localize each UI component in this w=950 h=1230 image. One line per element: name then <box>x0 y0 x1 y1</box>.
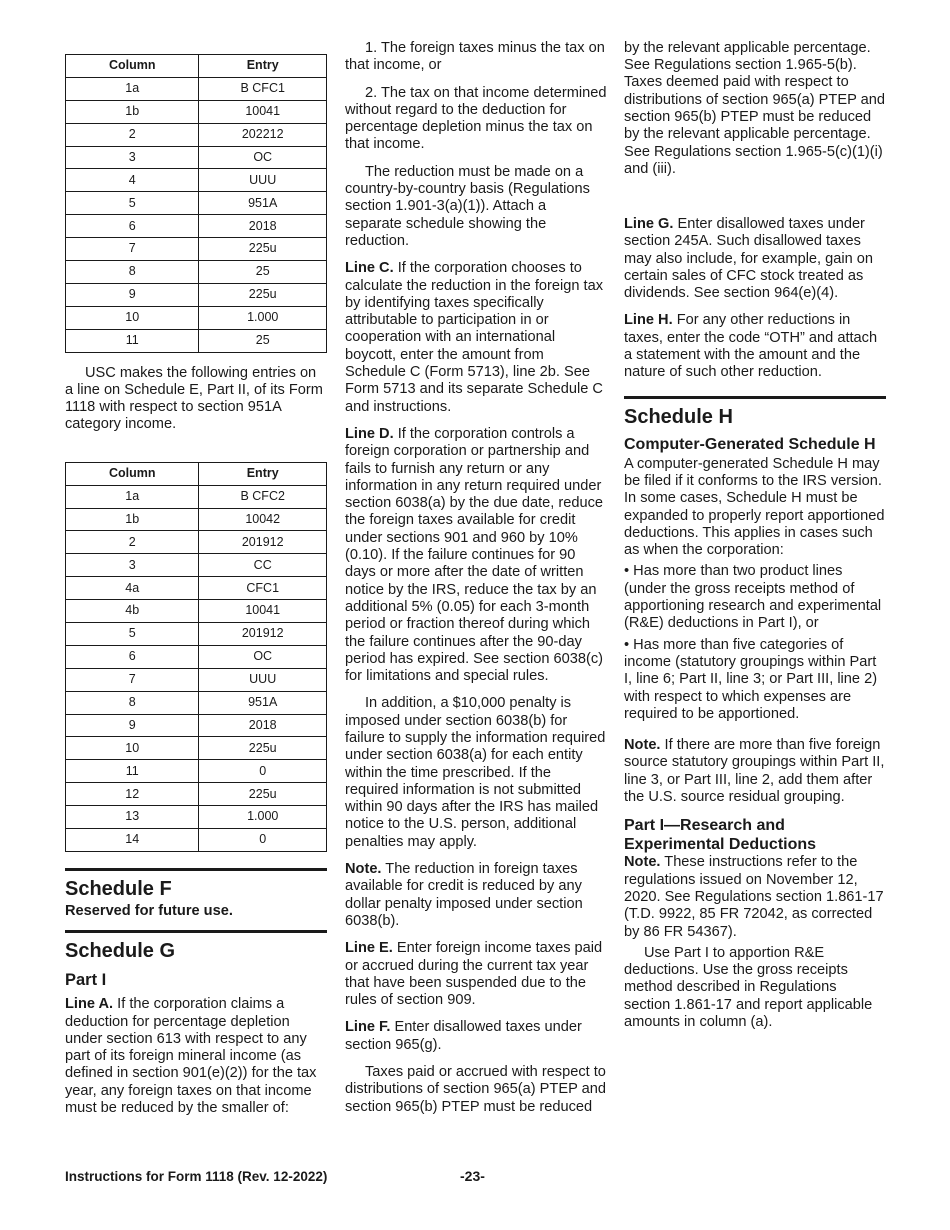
entry-table-1 <box>65 54 327 353</box>
table-cell-entry: 25 <box>199 329 327 352</box>
table-cell-entry: 225u <box>199 783 327 806</box>
line-a-paragraph <box>65 996 327 1117</box>
line-f-text: Enter disallowed taxes under section 965(g). <box>345 1019 582 1053</box>
line-h-text: For any other reductions in taxes, enter the code “OTH” and attach a statement with the amount and the nature of such other reduction. <box>624 312 878 381</box>
schedule-g-section <box>65 930 327 1117</box>
table-cell-column: 6 <box>66 645 199 668</box>
table-cell-column: 12 <box>66 783 199 806</box>
note-h2-lead: Note. <box>624 854 661 871</box>
line-d-paragraph <box>345 426 607 685</box>
item-1: 1. The foreign taxes minus the tax on that income, or <box>345 40 605 74</box>
line-h-lead: Line H. <box>624 312 673 329</box>
table-cell-entry: 951A <box>199 192 327 215</box>
table-cell-entry: 10041 <box>199 600 327 623</box>
table-row <box>66 329 327 352</box>
schedule-f-note: Reserved for future use. <box>65 902 233 919</box>
line-g-text: Enter disallowed taxes under section 245A. Such disallowed taxes may also include, for example, gain on certain sales of CFC stock treated as dividends. See section 964(e)(4). <box>624 216 874 302</box>
table-cell-entry: OC <box>199 645 327 668</box>
line-c-paragraph <box>345 260 607 416</box>
table-row <box>66 100 327 123</box>
table-cell-entry: B CFC1 <box>199 77 327 100</box>
part-1-title: Part I—Research and Experimental Deductions <box>624 817 817 854</box>
table-row <box>66 645 327 668</box>
table-cell-column: 10 <box>66 737 199 760</box>
table-row <box>66 261 327 284</box>
table-cell-column: 6 <box>66 215 199 238</box>
table-cell-entry: 951A <box>199 691 327 714</box>
table-cell-column: 2 <box>66 123 199 146</box>
table-cell-column: 4 <box>66 169 199 192</box>
table-cell-column: 7 <box>66 668 199 691</box>
table-cell-entry: 1.000 <box>199 806 327 829</box>
table-cell-column: 11 <box>66 329 199 352</box>
table-cell-entry: 225u <box>199 283 327 306</box>
table-row <box>66 77 327 100</box>
note-text: The reduction in foreign taxes available for credit is reduced by any dollar penalty imposed under section 6038(b). <box>345 861 583 929</box>
table-row <box>66 123 327 146</box>
table-row <box>66 485 327 508</box>
table-cell-column: 7 <box>66 238 199 261</box>
line-e-paragraph <box>345 940 607 1009</box>
table-cell-column: 11 <box>66 760 199 783</box>
table-cell-entry: UUU <box>199 169 327 192</box>
table-cell-entry: CFC1 <box>199 577 327 600</box>
table-row <box>66 238 327 261</box>
table-cell-column: 14 <box>66 829 199 852</box>
line-a-text: If the corporation claims a deduction for percentage depletion under section 613 with respect to any part of its foreign mineral income (as defined in section 901(e)(2)) for the tax year, any foreign taxes on that income must be reduced by the smaller of: <box>65 996 317 1116</box>
table-cell-entry: 225u <box>199 737 327 760</box>
table-cell-column: 1a <box>66 485 199 508</box>
table-cell-column: 9 <box>66 283 199 306</box>
table-cell-entry: 10042 <box>199 508 327 531</box>
column-left <box>65 54 327 1127</box>
table-row <box>66 215 327 238</box>
table-row <box>66 577 327 600</box>
computer-generated-paragraph: A computer-generated Schedule H may be filed if it conforms to the IRS version. In some cases, Schedule H must be expanded to properly report apportioned deductions. This applies in cases such as when the corporation: <box>624 455 885 559</box>
note-lead: Note. <box>345 861 382 878</box>
table-row <box>66 531 327 554</box>
table-cell-column: 5 <box>66 623 199 646</box>
table-cell-entry: 202212 <box>199 123 327 146</box>
line-h-paragraph <box>624 312 886 381</box>
line-c-lead: Line C. <box>345 260 394 277</box>
table-row <box>66 508 327 531</box>
table-cell-column: 8 <box>66 691 199 714</box>
line-e-lead: Line E. <box>345 940 393 957</box>
table-cell-column: 2 <box>66 531 199 554</box>
schedule-g-title: Schedule G <box>65 940 176 963</box>
bullet-2: • Has more than five categories of income (statutory groupings within Part I, line 6; Part II, line 3; or Part III, line 2) with respect to which expenses are required to be apportioned. <box>624 636 878 722</box>
table-cell-column: 3 <box>66 554 199 577</box>
table-cell-column: 4b <box>66 600 199 623</box>
table-row <box>66 760 327 783</box>
table-cell-entry: UUU <box>199 668 327 691</box>
ptep-continued-text: by the relevant applicable percentage. See Regulations section 1.965-5(b). Taxes deemed paid with respect to distributions of section 965(a) PTEP and section 965(b) PTEP must be reduced by the relevant applicable percentage. See Regulations section 1.965-5(c)(1)(i) and (iii). <box>624 40 885 177</box>
ptep-text: Taxes paid or accrued with respect to distributions of section 965(a) PTEP and section 965(b) PTEP must be reduced <box>345 1064 606 1115</box>
line-d-lead: Line D. <box>345 425 394 442</box>
table-cell-column: 8 <box>66 261 199 284</box>
table-cell-entry: 0 <box>199 829 327 852</box>
table-cell-column: 4a <box>66 577 199 600</box>
footer-form-title: Instructions for Form 1118 (Rev. 12-2022) <box>65 1169 328 1184</box>
table-header: Entry <box>199 55 327 78</box>
table-header: Column <box>66 462 199 485</box>
line-c-text: If the corporation chooses to calculate the reduction in the foreign tax by identifying taxes specifically attributable to participation in or cooperation with an international boycott, enter the amount from Schedule C (Form 5713), line 2b. See Form 5713 and its separate Schedule C and instructions. <box>345 260 603 415</box>
computer-generated-title: Computer-Generated Schedule H <box>624 435 876 453</box>
use-part-1-paragraph: Use Part I to apportion R&E deductions. Use the gross receipts method described in Regulations section 1.861-17 and report applicable amounts in column (a). <box>624 944 873 1030</box>
table-cell-entry: 201912 <box>199 623 327 646</box>
reduction-paragraph: The reduction must be made on a country-by-country basis (Regulations section 1.901-3(a)(1)). Attach a separate schedule showing the reduction. <box>345 163 590 249</box>
penalty-paragraph: In addition, a $10,000 penalty is imposed under section 6038(b) for failure to supply the information required under section 6038(a) for each entity within the time prescribed. If the required information is not submitted within 90 days after the IRS has mailed notice to the U.S. person, additional penalties may apply. <box>345 695 606 850</box>
note-paragraph <box>345 861 607 930</box>
table-row <box>66 146 327 169</box>
table-cell-entry: CC <box>199 554 327 577</box>
usc-paragraph: USC makes the following entries on a line on Schedule E, Part II, of its Form 1118 with respect to section 951A category income. <box>65 364 323 433</box>
table-row <box>66 192 327 215</box>
table-cell-column: 1b <box>66 508 199 531</box>
table-cell-column: 1b <box>66 100 199 123</box>
schedule-f-title: Schedule F <box>65 877 172 900</box>
table-row <box>66 306 327 329</box>
table-row <box>66 829 327 852</box>
note-h-lead: Note. <box>624 737 661 754</box>
column-right <box>624 40 886 1041</box>
line-e-text: Enter foreign income taxes paid or accrued during the current tax year that have been suspended due to the rules of section 909. <box>345 940 603 1009</box>
table-row <box>66 283 327 306</box>
note-h2-text: These instructions refer to the regulations issued on November 12, 2020. See Regulations section 1.861-17 (T.D. 9922, 85 FR 72042, as corrected by 86 FR 54367). <box>624 854 884 940</box>
column-middle <box>345 40 607 1126</box>
table-cell-column: 10 <box>66 306 199 329</box>
schedule-g-part1: Part I <box>65 971 107 990</box>
schedule-h-title: Schedule H <box>624 405 733 428</box>
table-row <box>66 714 327 737</box>
table-cell-column: 13 <box>66 806 199 829</box>
table-cell-entry: 2018 <box>199 714 327 737</box>
table-cell-entry: 1.000 <box>199 306 327 329</box>
bullet-1: • Has more than two product lines (under the gross receipts method of apportioning research and experimental (R&E) deductions in Part I), or <box>624 563 882 632</box>
table-cell-column: 9 <box>66 714 199 737</box>
note-h-paragraph <box>624 737 886 806</box>
table-cell-entry: OC <box>199 146 327 169</box>
table-row <box>66 668 327 691</box>
table-cell-entry: 225u <box>199 238 327 261</box>
table-row <box>66 600 327 623</box>
table-cell-column: 1a <box>66 77 199 100</box>
entry-table-2 <box>65 462 327 852</box>
table-row <box>66 623 327 646</box>
table-row <box>66 783 327 806</box>
line-g-paragraph <box>624 216 886 302</box>
table-cell-entry: 201912 <box>199 531 327 554</box>
table-row <box>66 691 327 714</box>
table-cell-column: 5 <box>66 192 199 215</box>
ptep-continued <box>624 40 886 206</box>
page-number: -23- <box>460 1168 485 1184</box>
table-cell-entry: 0 <box>199 760 327 783</box>
table-cell-entry: 25 <box>199 261 327 284</box>
note-h-text: If there are more than five foreign source statutory groupings within Part II, line 3, or Part III, line 2, add them after the U.S. source residual grouping. <box>624 737 885 806</box>
table-row <box>66 169 327 192</box>
table-row <box>66 806 327 829</box>
line-a-lead: Line A. <box>65 996 114 1013</box>
table-cell-entry: 2018 <box>199 215 327 238</box>
ptep-paragraph <box>345 1064 607 1116</box>
line-f-lead: Line F. <box>345 1019 391 1036</box>
table-row <box>66 554 327 577</box>
schedule-f-section <box>65 868 327 920</box>
line-g-lead: Line G. <box>624 216 674 232</box>
table-header: Entry <box>199 462 327 485</box>
line-f-paragraph <box>345 1019 607 1054</box>
table-cell-column: 3 <box>66 146 199 169</box>
table-cell-entry: 10041 <box>199 100 327 123</box>
note-h2-paragraph <box>624 854 886 940</box>
item-2: 2. The tax on that income determined without regard to the deduction for percentage depletion minus the tax on that income. <box>345 84 607 153</box>
table-header: Column <box>66 55 199 78</box>
line-d-text: If the corporation controls a foreign corporation or partnership and fails to furnish any return or any information in any return required under section 6038(a) by the due date, reduce the foreign taxes available for credit under sections 901 and 960 by 10% (0.10). If the failure continues for 90 days or more after the date of written notice by the IRS, reduce the tax by an additional 5% (0.05) for each 3-month period or fraction thereof during which the failure continues after the 90-day period has expired. See section 6038(c) for limitations and special rules. <box>345 425 603 685</box>
table-cell-entry: B CFC2 <box>199 485 327 508</box>
schedule-h-section <box>624 396 886 1032</box>
table-row <box>66 737 327 760</box>
